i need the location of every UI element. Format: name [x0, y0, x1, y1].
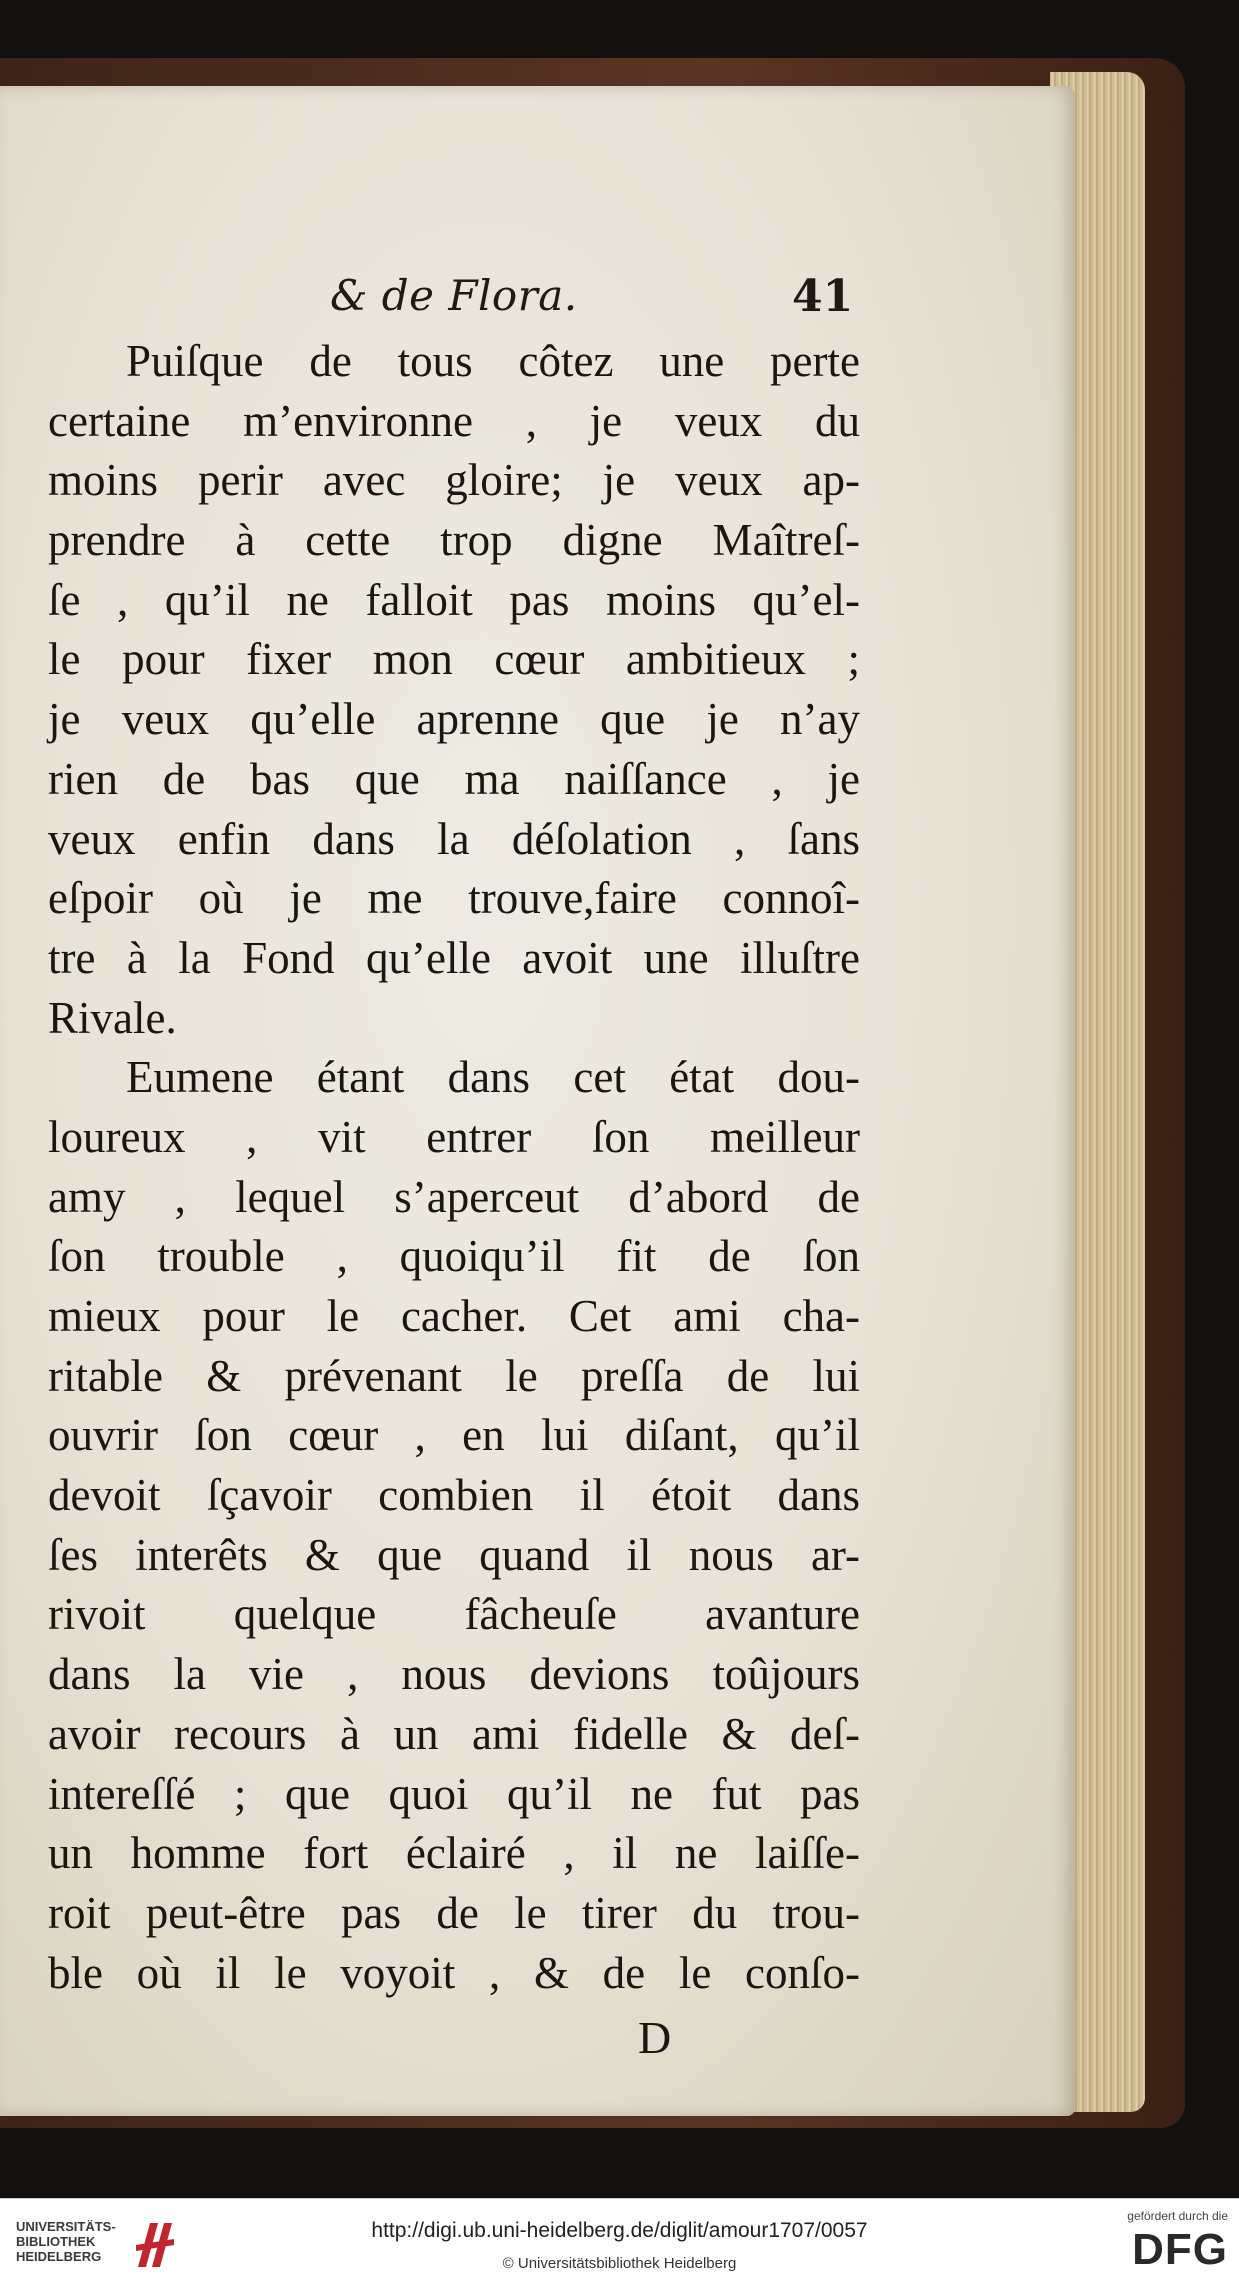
text-line: mieux pour le cacher. Cet ami cha- — [48, 1291, 860, 1341]
text-line: Eumene étant dans cet état dou- — [126, 1052, 860, 1103]
book-page — [0, 86, 1075, 2116]
text-line: Rivale. — [48, 992, 177, 1043]
text-line: un homme fort éclairé , il ne laiſſe- — [48, 1828, 860, 1879]
text-line: je veux qu’elle aprenne que je n’ay — [48, 694, 860, 745]
text-line: eſpoir où je me trouve,faire connoî- — [48, 873, 860, 924]
text-line: le pour fixer mon cœur ambitieux ; — [48, 634, 860, 685]
text-line: dans la vie , nous devions toûjours — [48, 1649, 860, 1700]
text-line: veux enfin dans la déſolation , ſans — [48, 813, 860, 864]
text-line: rien de bas que ma naiſſance , je — [48, 753, 860, 804]
text-line: prendre à cette trop digne Maîtreſ- — [48, 515, 860, 566]
copyright-notice: © Universitätsbibliothek Heidelberg — [502, 2255, 737, 2272]
text-line: tre à la Fond qu’elle avoit une illuſtre — [48, 932, 860, 983]
ub-logo-text: UNIVERSITÄTS- BIBLIOTHEK HEIDELBERG — [16, 2219, 116, 2264]
text-line: intereſſé ; que quoi qu’il ne fut pas — [48, 1768, 860, 1819]
permalink-url[interactable]: http://digi.ub.uni-heidelberg.de/diglit/amour1707/0057 — [371, 2219, 868, 2242]
dfg-logo-text: DFG — [1132, 2225, 1228, 2274]
text-line: rivoit quelque fâcheuſe avanture — [48, 1589, 860, 1640]
text-line: ſes interêts & que quand il nous ar- — [48, 1529, 860, 1580]
text-line: avoir recours à un ami fidelle & deſ- — [48, 1708, 860, 1759]
text-line: amy , lequel s’aperceut d’abord de — [48, 1171, 860, 1222]
text-line: Puiſque de tous côtez une perte — [126, 336, 860, 386]
text-line: ouvrir ſon cœur , en lui diſant, qu’il — [48, 1410, 860, 1461]
paragraph-1 — [48, 332, 860, 1048]
text-line: ſon trouble , quoiqu’il fit de ſon — [48, 1231, 860, 1282]
text-line: ble où il le voyoit , & de le conſo- — [48, 1947, 860, 1998]
text-line: ſe , qu’il ne falloit pas moins qu’el- — [48, 574, 860, 625]
text-line: certaine m’environne , je veux du — [48, 395, 860, 446]
text-line: ritable & prévenant le preſſa de lui — [48, 1350, 860, 1401]
page-number: 41 — [792, 271, 854, 322]
viewer-footer — [0, 2198, 1239, 2289]
running-head — [0, 271, 1075, 331]
text-line: loureux , vit entrer ſon meilleur — [48, 1111, 860, 1162]
dfg-logo[interactable] — [1098, 2209, 1228, 2281]
text-block — [48, 332, 860, 2003]
running-title: & de Flora. — [330, 271, 578, 320]
signature-mark: D — [638, 2012, 672, 2063]
text-line: roit peut-être pas de le tirer du trou- — [48, 1887, 860, 1938]
text-line: moins perir avec gloire; je veux ap- — [48, 455, 860, 506]
funding-note: gefördert durch die — [1127, 2209, 1228, 2223]
text-line: devoit ſçavoir combien il étoit dans — [48, 1470, 860, 1521]
paragraph-2 — [48, 1048, 860, 2003]
